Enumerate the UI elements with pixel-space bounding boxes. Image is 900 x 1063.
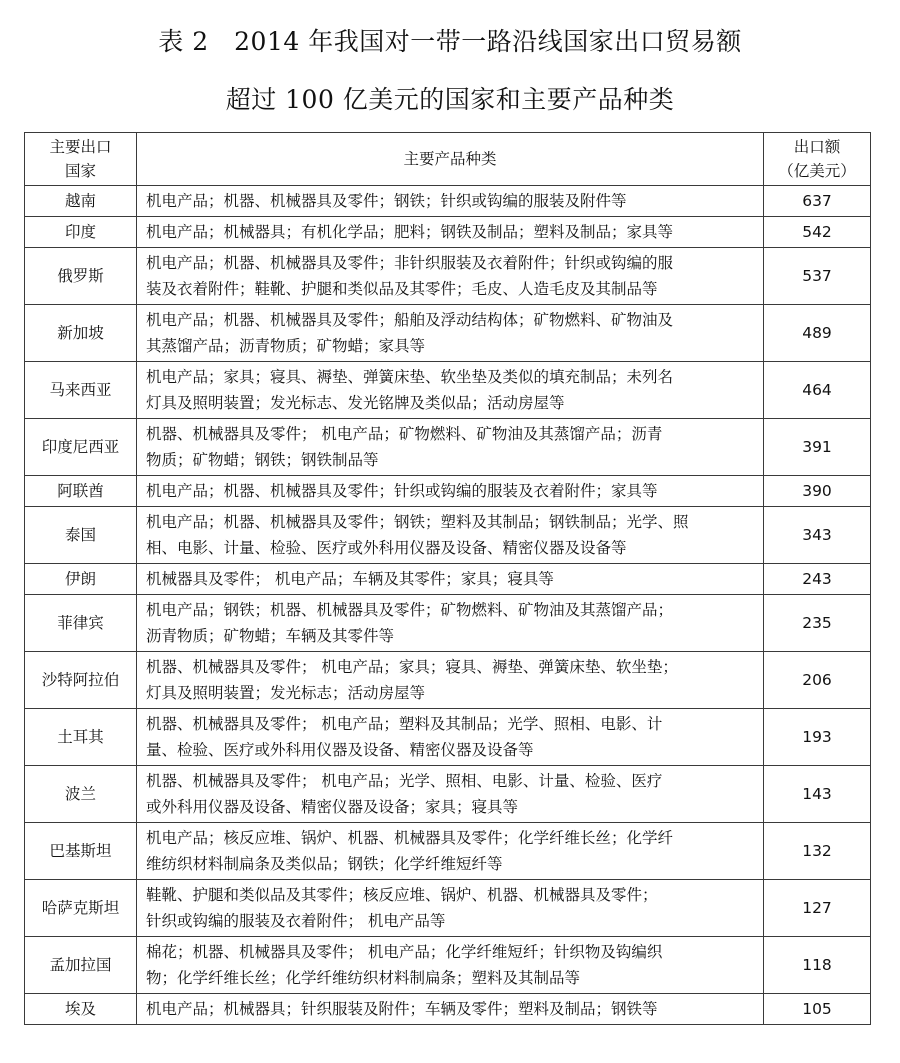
header-country-line-2: 国家 bbox=[64, 162, 96, 180]
products-line: 其蒸馏产品；沥青物质；矿物蜡；家具等 bbox=[146, 337, 426, 355]
products-cell bbox=[137, 564, 764, 595]
header-amount-line-2: （亿美元） bbox=[778, 162, 856, 180]
products-line: 机电产品；机器、机械器具及零件；钢铁；针织或钩编的服装及附件等 bbox=[146, 192, 627, 210]
products-line: 机械器具及零件； 机电产品；车辆及其零件；家具；寝具等 bbox=[146, 570, 554, 588]
amount-cell: 235 bbox=[764, 595, 871, 652]
products-cell bbox=[137, 994, 764, 1025]
country-cell: 新加坡 bbox=[25, 305, 137, 362]
products-line: 机器、机械器具及零件； 机电产品；矿物燃料、矿物油及其蒸馏产品；沥青 bbox=[146, 425, 663, 443]
country-cell: 巴基斯坦 bbox=[25, 823, 137, 880]
products-line: 机电产品；机器、机械器具及零件；非针织服装及衣着附件；针织或钩编的服 bbox=[146, 254, 674, 272]
header-country bbox=[25, 133, 137, 186]
products-line: 机电产品；机器、机械器具及零件；船舶及浮动结构体；矿物燃料、矿物油及 bbox=[146, 311, 674, 329]
country-cell: 俄罗斯 bbox=[25, 248, 137, 305]
products-line: 机器、机械器具及零件； 机电产品；光学、照相、电影、计量、检验、医疗 bbox=[146, 772, 663, 790]
table-row bbox=[25, 823, 871, 880]
table-row bbox=[25, 362, 871, 419]
country-cell: 阿联酋 bbox=[25, 476, 137, 507]
table-row bbox=[25, 248, 871, 305]
products-line: 机电产品；机器、机械器具及零件；钢铁；塑料及其制品；钢铁制品；光学、照 bbox=[146, 513, 689, 531]
table-row bbox=[25, 305, 871, 362]
country-cell: 马来西亚 bbox=[25, 362, 137, 419]
country-cell: 泰国 bbox=[25, 507, 137, 564]
products-line: 沥青物质；矿物蜡；车辆及其零件等 bbox=[146, 627, 395, 645]
products-line: 装及衣着附件；鞋靴、护腿和类似品及其零件；毛皮、人造毛皮及其制品等 bbox=[146, 280, 658, 298]
products-line: 物；化学纤维长丝；化学纤维纺织材料制扁条；塑料及其制品等 bbox=[146, 969, 581, 987]
amount-cell: 390 bbox=[764, 476, 871, 507]
amount-cell: 489 bbox=[764, 305, 871, 362]
products-cell bbox=[137, 937, 764, 994]
products-cell bbox=[137, 476, 764, 507]
country-cell: 菲律宾 bbox=[25, 595, 137, 652]
amount-cell: 537 bbox=[764, 248, 871, 305]
products-cell bbox=[137, 595, 764, 652]
table-row bbox=[25, 994, 871, 1025]
country-cell: 越南 bbox=[25, 186, 137, 217]
products-cell bbox=[137, 217, 764, 248]
amount-cell: 206 bbox=[764, 652, 871, 709]
table-row bbox=[25, 507, 871, 564]
products-cell bbox=[137, 766, 764, 823]
products-cell bbox=[137, 362, 764, 419]
table-row bbox=[25, 766, 871, 823]
amount-cell: 243 bbox=[764, 564, 871, 595]
products-cell bbox=[137, 823, 764, 880]
country-cell: 埃及 bbox=[25, 994, 137, 1025]
products-line: 物质；矿物蜡；钢铁；钢铁制品等 bbox=[146, 451, 379, 469]
products-line: 鞋靴、护腿和类似品及其零件；核反应堆、锅炉、机器、机械器具及零件； bbox=[146, 886, 658, 904]
products-line: 灯具及照明装置；发光标志；活动房屋等 bbox=[146, 684, 426, 702]
products-cell bbox=[137, 507, 764, 564]
products-line: 或外科用仪器及设备、精密仪器及设备；家具；寝具等 bbox=[146, 798, 519, 816]
products-line: 机电产品；机械器具；针织服装及附件；车辆及零件；塑料及制品；钢铁等 bbox=[146, 1000, 658, 1018]
products-line: 机电产品；机器、机械器具及零件；针织或钩编的服装及衣着附件；家具等 bbox=[146, 482, 658, 500]
table-title-line-2: 超过 100 亿美元的国家和主要产品种类 bbox=[225, 85, 675, 114]
amount-cell: 542 bbox=[764, 217, 871, 248]
products-cell bbox=[137, 186, 764, 217]
table-row bbox=[25, 595, 871, 652]
table-row bbox=[25, 652, 871, 709]
amount-cell: 343 bbox=[764, 507, 871, 564]
table-row bbox=[25, 476, 871, 507]
products-line: 量、检验、医疗或外科用仪器及设备、精密仪器及设备等 bbox=[146, 741, 534, 759]
amount-cell: 118 bbox=[764, 937, 871, 994]
products-line: 机电产品；钢铁；机器、机械器具及零件；矿物燃料、矿物油及其蒸馏产品； bbox=[146, 601, 674, 619]
table-title-line-1: 表 2 2014 年我国对一带一路沿线国家出口贸易额 bbox=[158, 27, 742, 56]
amount-cell: 132 bbox=[764, 823, 871, 880]
products-cell bbox=[137, 880, 764, 937]
table-row bbox=[25, 217, 871, 248]
header-products: 主要产品种类 bbox=[137, 133, 764, 186]
table-row bbox=[25, 419, 871, 476]
products-line: 机电产品；机械器具；有机化学品；肥料；钢铁及制品；塑料及制品；家具等 bbox=[146, 223, 674, 241]
products-line: 灯具及照明装置；发光标志、发光铭牌及类似品；活动房屋等 bbox=[146, 394, 565, 412]
country-cell: 伊朗 bbox=[25, 564, 137, 595]
table-row bbox=[25, 709, 871, 766]
products-cell bbox=[137, 419, 764, 476]
country-cell: 土耳其 bbox=[25, 709, 137, 766]
amount-cell: 143 bbox=[764, 766, 871, 823]
products-line: 机器、机械器具及零件； 机电产品；塑料及其制品；光学、照相、电影、计 bbox=[146, 715, 663, 733]
products-line: 机电产品；核反应堆、锅炉、机器、机械器具及零件；化学纤维长丝；化学纤 bbox=[146, 829, 674, 847]
country-cell: 印度 bbox=[25, 217, 137, 248]
table-row bbox=[25, 564, 871, 595]
products-line: 棉花；机器、机械器具及零件； 机电产品；化学纤维短纤；针织物及钩编织 bbox=[146, 943, 663, 961]
country-cell: 哈萨克斯坦 bbox=[25, 880, 137, 937]
export-table bbox=[24, 132, 871, 1025]
products-cell bbox=[137, 305, 764, 362]
amount-cell: 464 bbox=[764, 362, 871, 419]
header-country-line-1: 主要出口 bbox=[49, 138, 112, 156]
products-line: 维纺织材料制扁条及类似品；钢铁；化学纤维短纤等 bbox=[146, 855, 503, 873]
table-row bbox=[25, 880, 871, 937]
amount-cell: 193 bbox=[764, 709, 871, 766]
table-header-row bbox=[25, 133, 871, 186]
header-amount-line-1: 出口额 bbox=[793, 138, 841, 156]
products-line: 针织或钩编的服装及衣着附件； 机电产品等 bbox=[146, 912, 446, 930]
country-cell: 印度尼西亚 bbox=[25, 419, 137, 476]
table-row bbox=[25, 186, 871, 217]
country-cell: 波兰 bbox=[25, 766, 137, 823]
country-cell: 孟加拉国 bbox=[25, 937, 137, 994]
header-amount bbox=[764, 133, 871, 186]
products-line: 机电产品；家具；寝具、褥垫、弹簧床垫、软坐垫及类似的填充制品；未列名 bbox=[146, 368, 674, 386]
amount-cell: 127 bbox=[764, 880, 871, 937]
amount-cell: 105 bbox=[764, 994, 871, 1025]
table-row bbox=[25, 937, 871, 994]
products-cell bbox=[137, 248, 764, 305]
products-cell bbox=[137, 652, 764, 709]
country-cell: 沙特阿拉伯 bbox=[25, 652, 137, 709]
amount-cell: 637 bbox=[764, 186, 871, 217]
products-line: 相、电影、计量、检验、医疗或外科用仪器及设备、精密仪器及设备等 bbox=[146, 539, 627, 557]
products-line: 机器、机械器具及零件； 机电产品；家具；寝具、褥垫、弹簧床垫、软坐垫； bbox=[146, 658, 678, 676]
products-cell bbox=[137, 709, 764, 766]
amount-cell: 391 bbox=[764, 419, 871, 476]
